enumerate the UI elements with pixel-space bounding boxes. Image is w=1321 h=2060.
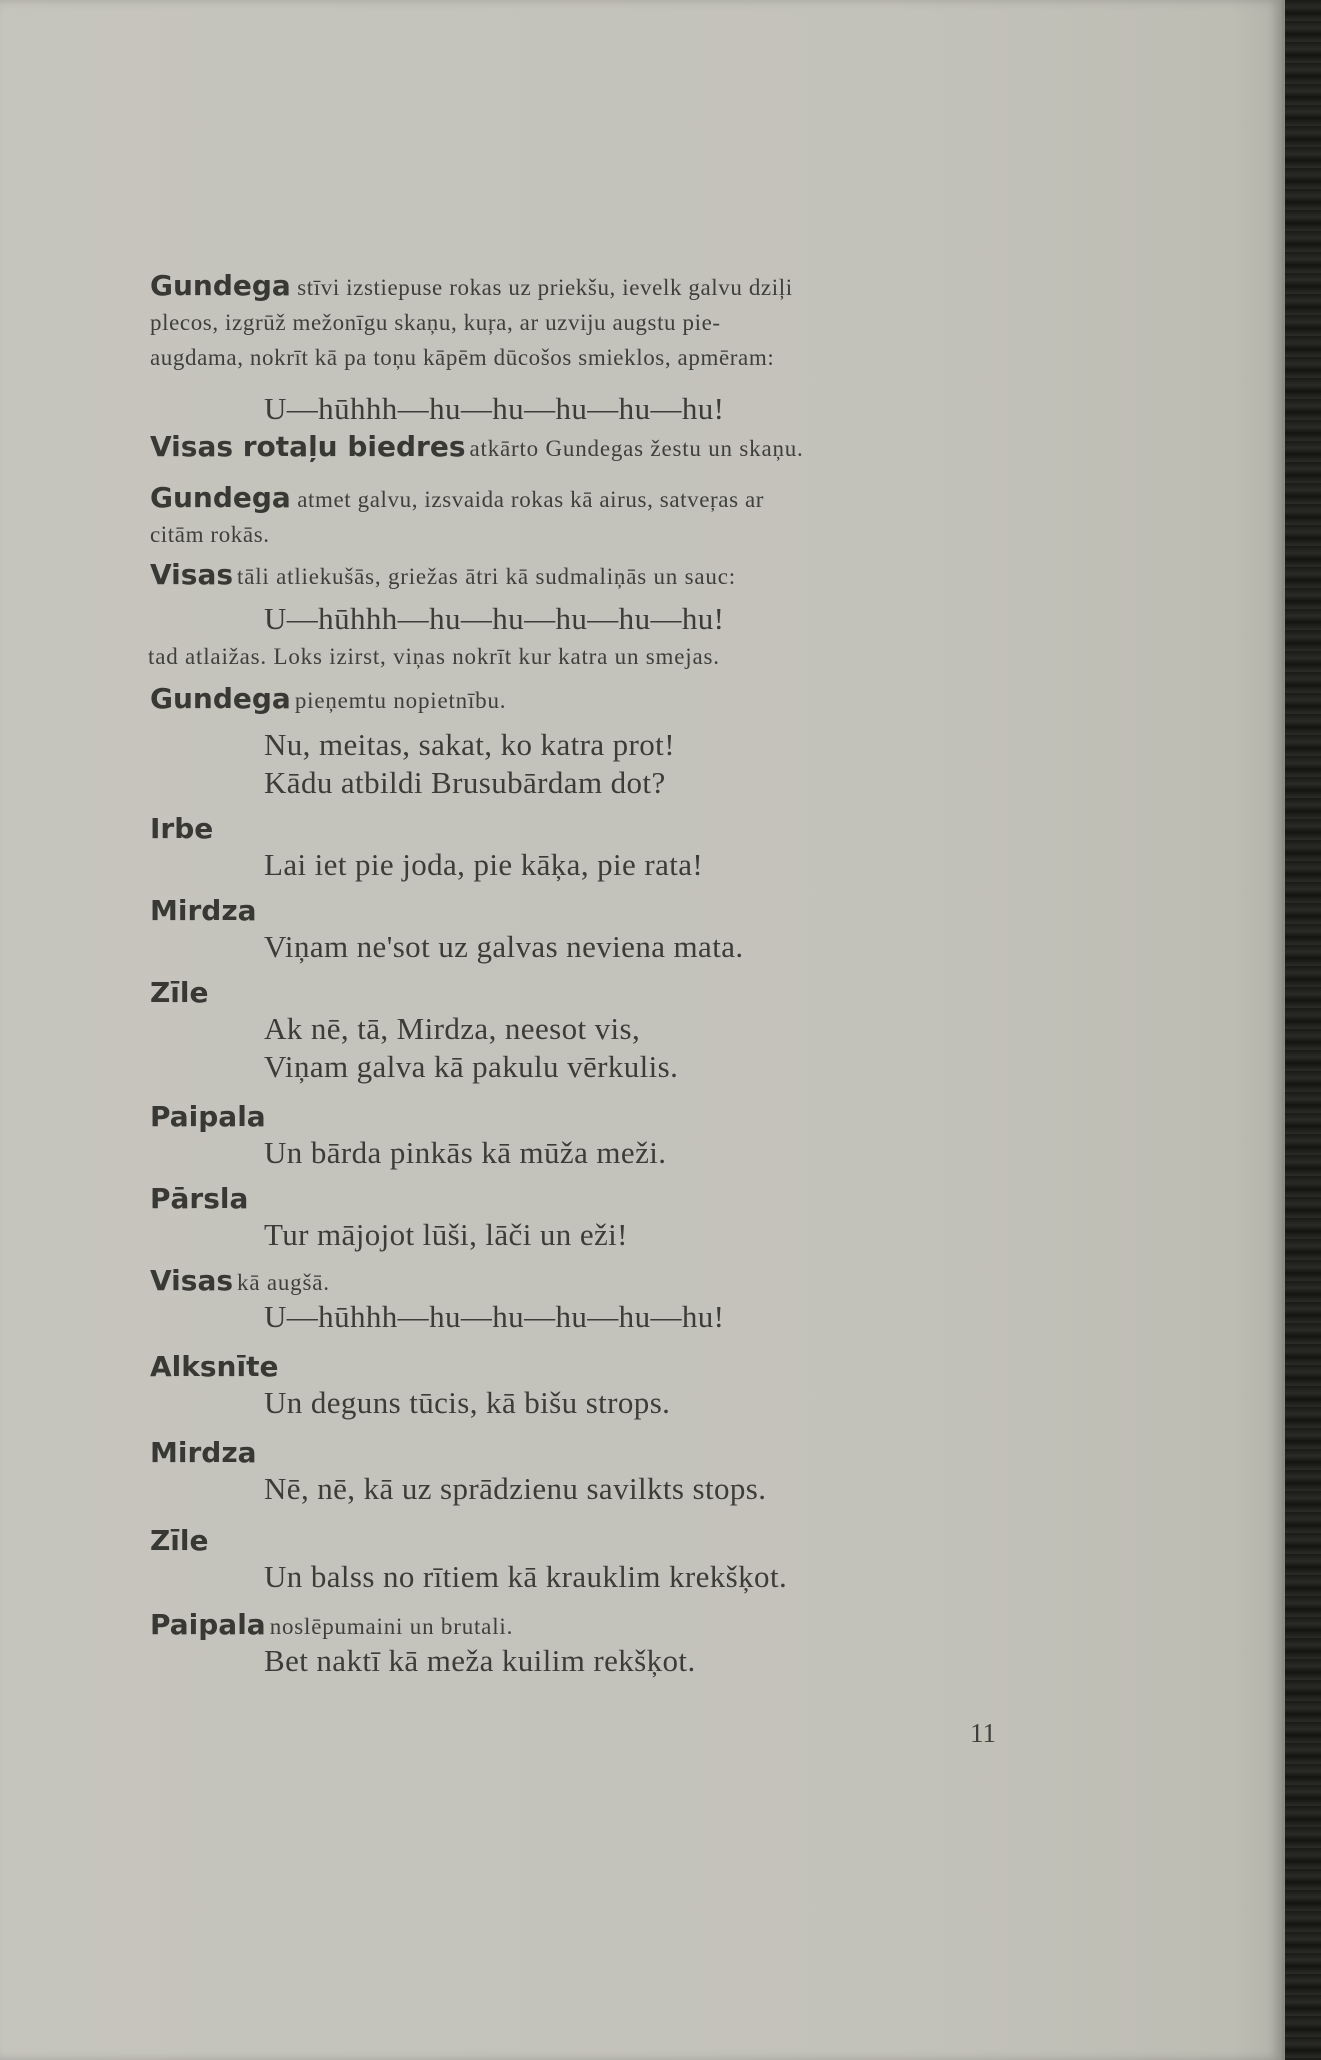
verse-line: Un balss no rītiem kā krauklim krekšķot. bbox=[264, 1559, 788, 1594]
stage-direction: noslēpumaini un brutali. bbox=[269, 1614, 514, 1639]
speech-block bbox=[150, 1436, 257, 1469]
stage-direction: atkārto Gundegas žestu un skaņu. bbox=[469, 436, 804, 461]
verse-line: Viņam galva kā pakulu vērkulis. bbox=[264, 1049, 679, 1084]
verse-line: Tur mājojot lūši, lāči un eži! bbox=[264, 1217, 628, 1252]
speaker-visas-rotalu-biedres: Visas rotaļu biedres bbox=[150, 430, 466, 463]
intro-paragraph bbox=[150, 268, 1010, 375]
page-number: 11 bbox=[970, 1718, 996, 1748]
verse-line: Bet naktī kā meža kuilim rekšķot. bbox=[264, 1643, 696, 1678]
speech-block bbox=[150, 1350, 278, 1383]
speaker-gundega: Gundega bbox=[150, 682, 291, 715]
speaker-visas: Visas bbox=[150, 558, 234, 591]
speaker-mirdza: Mirdza bbox=[150, 1436, 257, 1469]
verse-line: Nu, meitas, sakat, ko katra prot! bbox=[264, 727, 675, 762]
verse-line: Viņam ne'sot uz galvas neviena mata. bbox=[264, 929, 744, 964]
speech-block bbox=[150, 480, 1010, 552]
speaker-paipala: Paipala bbox=[150, 1608, 266, 1641]
book-binding-edge bbox=[1285, 0, 1321, 2060]
stage-direction: atmet galvu, izsvaida rokas kā airus, satveŗas ar bbox=[297, 487, 765, 512]
speaker-zile: Zīle bbox=[150, 1524, 209, 1557]
verse-line: Un deguns tūcis, kā bišu strops. bbox=[264, 1385, 671, 1420]
stage-direction: stīvi izstiepuse rokas uz priekšu, ievelk galvu dziļi bbox=[297, 275, 793, 300]
speaker-irbe: Irbe bbox=[150, 812, 214, 845]
verse-line: Nē, nē, kā uz sprādzienu savilkts stops. bbox=[264, 1471, 767, 1506]
speech-block bbox=[150, 430, 804, 463]
stage-direction-line: citām rokās. bbox=[150, 522, 270, 547]
call-line: U—hūhhh—hu—hu—hu—hu—hu! bbox=[264, 601, 725, 636]
speaker-parsla: Pārsla bbox=[150, 1182, 249, 1215]
speech-block bbox=[150, 1264, 330, 1297]
call-line: U—hūhhh—hu—hu—hu—hu—hu! bbox=[264, 391, 725, 426]
speaker-visas: Visas bbox=[150, 1264, 234, 1297]
verse-line: Un bārda pinkās kā mūža meži. bbox=[264, 1135, 667, 1170]
stage-direction-line: plecos, izgrūž mežonīgu skaņu, kuŗa, ar uzviju augstu pie- bbox=[150, 310, 721, 335]
stage-direction-line bbox=[148, 644, 720, 670]
speech-block bbox=[150, 1608, 513, 1641]
stage-direction: kā augšā. bbox=[237, 1270, 330, 1295]
speaker-mirdza: Mirdza bbox=[150, 894, 257, 927]
verse-line: Lai iet pie joda, pie kāķa, pie rata! bbox=[264, 847, 704, 882]
speaker-zile: Zīle bbox=[150, 976, 209, 1009]
speaker-paipala: Paipala bbox=[150, 1100, 266, 1133]
call-line: U—hūhhh—hu—hu—hu—hu—hu! bbox=[264, 1299, 725, 1334]
stage-direction: pieņemtu nopietnību. bbox=[294, 688, 507, 713]
stage-direction: tad atlaižas. Loks izirst, viņas nokrīt kur katra un smejas. bbox=[148, 644, 720, 669]
speaker-gundega: Gundega bbox=[150, 481, 291, 514]
verse-line: Ak nē, tā, Mirdza, neesot vis, bbox=[264, 1011, 641, 1046]
speech-block bbox=[150, 558, 736, 591]
speech-block bbox=[150, 812, 213, 845]
speech-block bbox=[150, 894, 257, 927]
speaker-gundega: Gundega bbox=[150, 269, 291, 302]
speech-block bbox=[150, 1182, 248, 1215]
speech-block bbox=[150, 976, 209, 1009]
speech-block bbox=[150, 1524, 209, 1557]
speaker-alksnite: Alksnīte bbox=[150, 1350, 279, 1383]
stage-direction: tāli atliekušās, griežas ātri kā sudmaliņās un sauc: bbox=[237, 564, 736, 589]
speech-block bbox=[150, 1100, 266, 1133]
speech-block bbox=[150, 682, 506, 715]
stage-direction-line: augdama, nokrīt kā pa toņu kāpēm dūcošos smieklos, apmēram: bbox=[150, 345, 775, 370]
verse-line: Kādu atbildi Brusubārdam dot? bbox=[264, 765, 666, 800]
